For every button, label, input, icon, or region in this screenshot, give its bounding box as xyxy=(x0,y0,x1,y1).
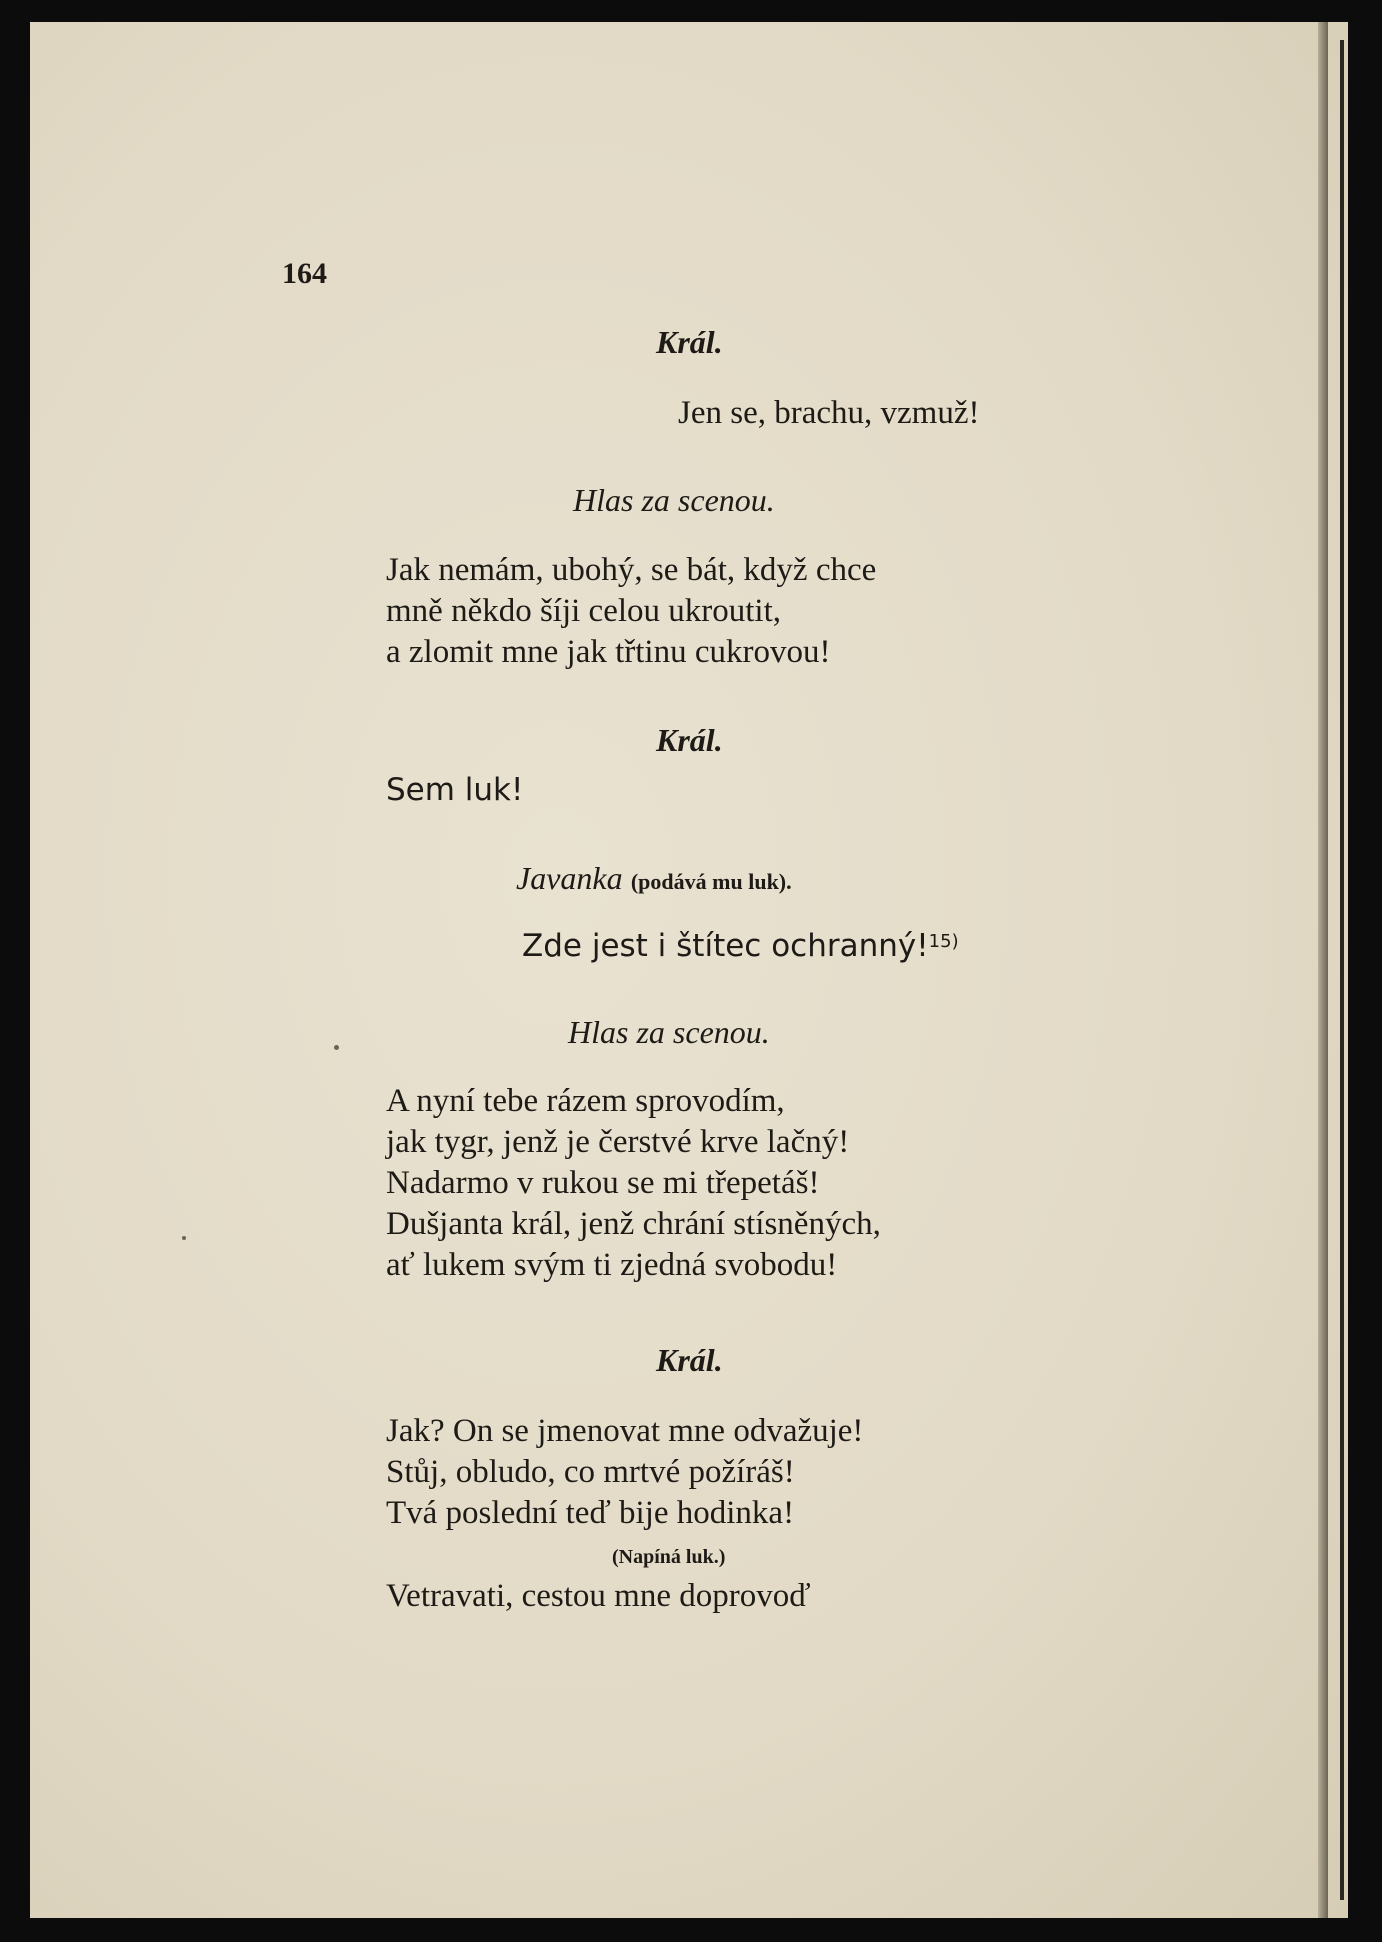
verse-line: a zlomit mne jak třtinu cukrovou! xyxy=(386,634,831,670)
speaker-hlas-za-scenou: Hlas za scenou. xyxy=(568,1014,770,1050)
verse-line: Jen se, brachu, vzmuž! xyxy=(678,395,980,431)
footnote-ref: 15) xyxy=(928,931,959,952)
speaker-kral: Král. xyxy=(656,324,723,360)
verse-line: jak tygr, jenž je čerstvé krve lačný! xyxy=(386,1124,850,1160)
verse-line: Dušjanta král, jenž chrání stísněných, xyxy=(386,1206,881,1242)
verse-line: Vetravati, cestou mne doprovoď xyxy=(386,1578,811,1614)
speaker-kral: Král. xyxy=(656,1342,723,1378)
verse-line xyxy=(522,926,959,966)
speaker-javanka: Javanka xyxy=(516,860,623,896)
binding-gutter xyxy=(1340,40,1344,1900)
stage-direction: (podává mu luk). xyxy=(630,869,792,894)
stage-direction: (Napíná luk.) xyxy=(612,1546,726,1568)
speaker-hlas-za-scenou: Hlas za scenou. xyxy=(573,482,775,518)
verse-text: Zde jest i štítec ochranný! xyxy=(522,928,929,964)
book-page xyxy=(30,22,1348,1918)
verse-line: Stůj, obludo, co mrtvé požíráš! xyxy=(386,1454,795,1490)
paper-speck xyxy=(334,1045,339,1050)
verse-line: A nyní tebe rázem sprovodím, xyxy=(386,1083,785,1119)
page-number: 164 xyxy=(282,257,327,290)
verse-line: mně někdo šíji celou ukroutit, xyxy=(386,593,782,629)
paper-speck xyxy=(182,1236,186,1240)
verse-line: Sem luk! xyxy=(386,772,524,808)
verse-line: ať lukem svým ti zjedná svobodu! xyxy=(386,1247,838,1283)
speaker-kral: Král. xyxy=(656,722,723,758)
verse-line: Jak? On se jmenovat mne odvažuje! xyxy=(386,1413,864,1449)
verse-line: Jak nemám, ubohý, se bát, když chce xyxy=(386,552,877,588)
verse-line: Tvá poslední teď bije hodinka! xyxy=(386,1495,795,1531)
speaker-with-direction xyxy=(516,858,792,902)
verse-line: Nadarmo v rukou se mi třepetáš! xyxy=(386,1165,820,1201)
page-edge xyxy=(1318,22,1328,1918)
